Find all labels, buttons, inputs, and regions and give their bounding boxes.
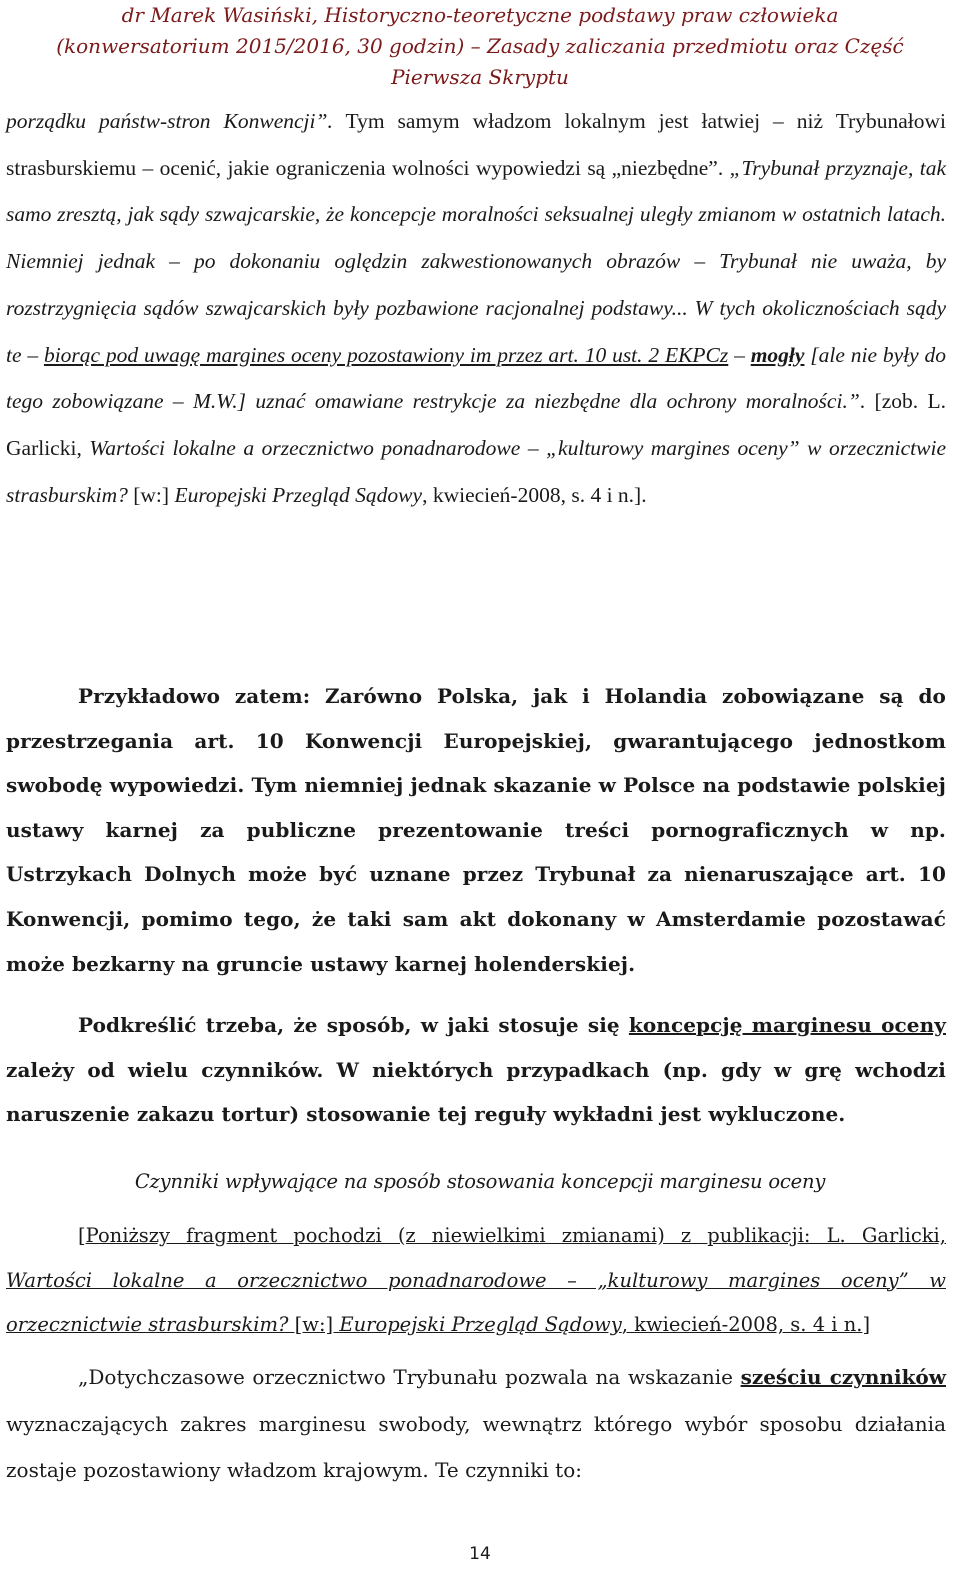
underlined-quote: biorąc pod uwagę margines oceny pozostawiony im przez art. 10 ust. 2 EKPCz <box>43 342 729 367</box>
quote-fragment: porządku państw-stron Konwencji”. <box>6 109 333 133</box>
emphasis-six-factors: sześciu czynników <box>740 1365 946 1389</box>
underlined-term: koncepcję marginesu oceny <box>628 1013 946 1037</box>
tribunal-quote: „Trybunał przyznaje, tak samo zresztą, jak sądy szwajcarskie, że koncepcje moralności seksualnej uległy zmianom w ostatnich latach. Niemniej jednak – po dokonaniu oględzin zakwestionowanych obrazów – Trybunał nie uważa, by rozstrzygnięcia sądów szwajcarskich były pozbawione racjonalnej podstawy... W tych okolicznościach sądy te – <box>6 155 946 367</box>
quote-paragraph <box>6 98 946 518</box>
page-number: 14 <box>469 1544 491 1564</box>
source-note <box>6 1214 946 1348</box>
bracket-open: [ <box>78 1224 86 1247</box>
source-title: Wartości lokalne a orzecznictwo ponadnarodowe – „kulturowy margines oceny” w orzecznictwie strasburskim? <box>6 1268 946 1336</box>
source-text: Poniższy fragment pochodzi (z niewielkimi zmianami) z publikacji: L. Garlicki, <box>85 1224 946 1247</box>
quote-dash: – <box>728 342 751 367</box>
citation-journal: Europejski Przegląd Sądowy <box>174 482 423 507</box>
source-suffix: , kwiecień-2008, s. 4 i n. <box>621 1313 863 1336</box>
bold-text: zależy od wielu czynników. W niektórych przypadkach (np. gdy w grę wchodzi naruszenie zakazu tortur) stosowanie tej reguły wykładni jest wykluczone. <box>6 1057 946 1127</box>
bold-text: Podkreślić trzeba, że sposób, w jaki stosuje się <box>78 1013 629 1037</box>
section-subheading: Czynniki wpływające na sposób stosowania koncepcji marginesu oceny <box>134 1170 826 1193</box>
citation-prefix: . [zob. L. Garlicki, <box>6 389 946 460</box>
paragraph-text: Tym samym władzom lokalnym jest łatwiej – niż Trybunałowi strasburskiemu – ocenić, jakie ograniczenia wolności wypowiedzi są „niezbędne”. <box>6 109 946 180</box>
citation-in: [w:] <box>127 482 175 507</box>
quote-continuation: [ale nie były do tego zobowiązane – M.W.] uznać omawiane restrykcje za niezbędne dla ochrony moralności.” <box>6 342 946 414</box>
header-line-1: dr Marek Wasiński, Historyczno-teoretyczne podstawy praw człowieka <box>121 3 839 27</box>
bracket-close: ] <box>862 1313 871 1336</box>
header-line-2: (konwersatorium 2015/2016, 30 godzin) – Zasady zaliczania przedmiotu oraz Część <box>56 34 904 58</box>
page-header <box>0 0 960 93</box>
paragraph-text: wyznaczających zakres marginesu swobody, wewnątrz którego wybór sposobu działania zostaje pozostawiony władzom krajowym. Te czynniki to: <box>6 1411 946 1482</box>
citation-suffix: , kwiecień-2008, s. 4 i n.]. <box>422 482 647 507</box>
emphasis-mogly: mogły <box>750 342 805 367</box>
paragraph-text: „Dotychczasowe orzecznictwo Trybunału pozwala na wskazanie <box>78 1365 741 1389</box>
citation-title: Wartości lokalne a orzecznictwo ponadnarodowe – „kulturowy margines oceny” w orzecznictwie strasburskim? <box>6 435 946 507</box>
header-line-3: Pierwsza Skryptu <box>391 65 569 89</box>
bold-paragraph-margin <box>6 1003 946 1137</box>
bold-paragraph-example: Przykładowo zatem: Zarówno Polska, jak i Holandia zobowiązane są do przestrzegania art. 10 Konwencji Europejskiej, gwarantującego jednostkom swobodę wypowiedzi. Tym niemniej jednak skazanie w Polsce na podstawie polskiej ustawy karnej za publiczne prezentowanie treści pornograficznych w np. Ustrzykach Dolnych może być uznane przez Trybunał za nienaruszające art. 10 Konwencji, pomimo tego, że taki sam akt dokonany w Amsterdamie pozostawać może bezkarny na gruncie ustawy karnej holenderskiej. <box>6 684 946 976</box>
source-in: [w:] <box>288 1313 340 1336</box>
last-paragraph <box>6 1354 946 1494</box>
source-journal: Europejski Przegląd Sądowy <box>339 1313 622 1336</box>
